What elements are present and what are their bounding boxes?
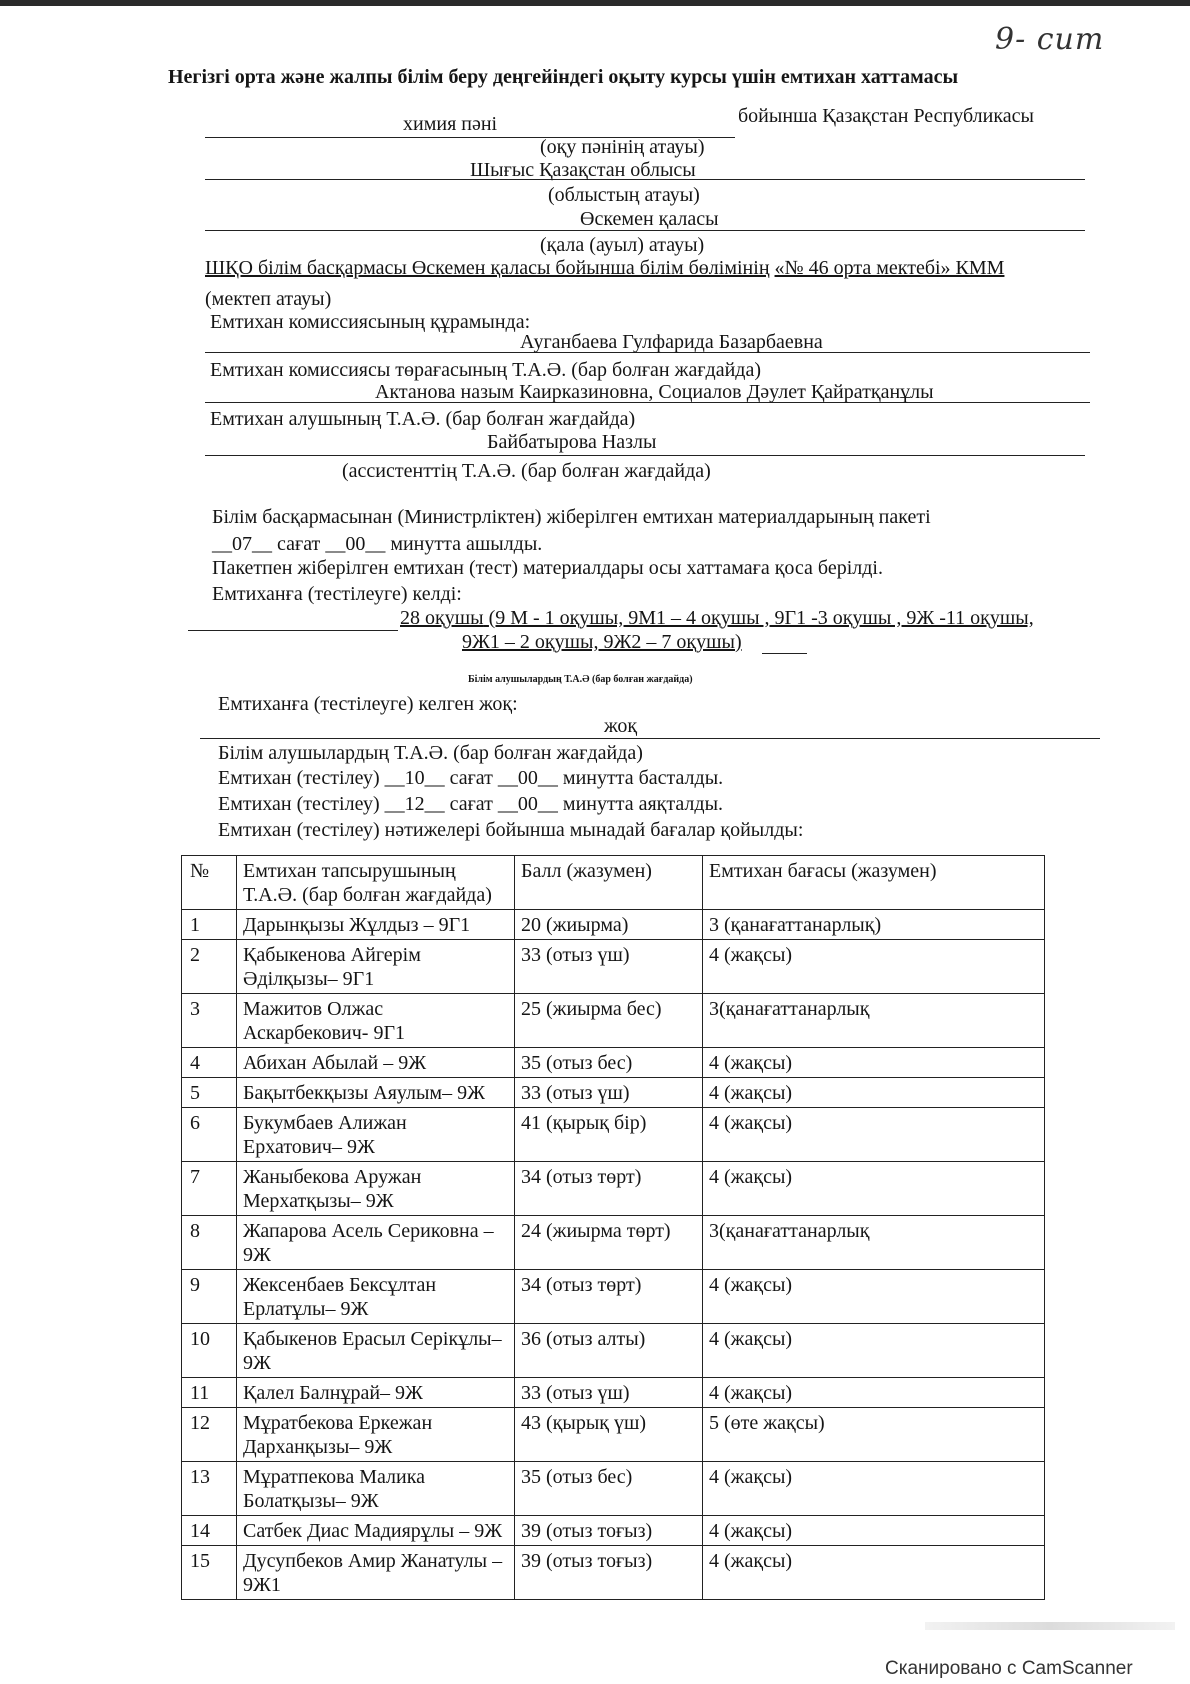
row-grade: 4 (жақсы)	[703, 1546, 1045, 1600]
row-number: 11	[182, 1378, 237, 1408]
absent-label: Емтиханға (тестілеуге) келген жоқ:	[218, 693, 518, 715]
row-student-name: Абихан Абылай – 9Ж	[237, 1048, 515, 1078]
attendance-label: Емтиханға (тестілеуге) келді:	[212, 583, 462, 605]
city-value: Өскемен қаласы	[580, 208, 719, 230]
row-student-name: Жапарова Асель Сериковна – 9Ж	[237, 1216, 515, 1270]
assistant-caption: (ассистенттің Т.А.Ә. (бар болған жағдайда)	[342, 460, 711, 482]
package-hour-word: сағат	[277, 533, 321, 555]
attendance-detail1: (9 М - 1 оқушы, 9М1 – 4 оқушы , 9Г1 -3 оқушы , 9Ж -11 оқушы,	[488, 607, 1034, 629]
row-number: 5	[182, 1078, 237, 1108]
table-row	[182, 1270, 1045, 1324]
table-row	[182, 1216, 1045, 1270]
absent-value: жоқ	[604, 715, 638, 737]
table-row	[182, 1516, 1045, 1546]
row-number: 12	[182, 1408, 237, 1462]
row-score: 24 (жиырма төрт)	[515, 1216, 703, 1270]
row-number: 7	[182, 1162, 237, 1216]
row-number: 6	[182, 1108, 237, 1162]
start-hour-word: сағат	[449, 767, 493, 789]
scan-top-border	[0, 0, 1190, 6]
results-table	[181, 855, 1045, 1600]
row-grade: 4 (жақсы)	[703, 1078, 1045, 1108]
row-score: 33 (отыз үш)	[515, 1078, 703, 1108]
start-suffix: минутта басталды.	[562, 767, 724, 789]
table-row	[182, 1378, 1045, 1408]
chair-name: Ауганбаева Гулфарида Базарбаевна	[520, 331, 823, 353]
attendance-caption: Білім алушылардың Т.А.Ә (бар болған жағдайда)	[468, 674, 693, 685]
header-grade: Емтихан бағасы (жазумен)	[703, 856, 1045, 910]
package-minute: 00	[345, 533, 366, 555]
row-grade: 4 (жақсы)	[703, 1108, 1045, 1162]
row-student-name: Букумбаев Алижан Ерхатович– 9Ж	[237, 1108, 515, 1162]
assistant-underline	[205, 455, 1085, 456]
table-row	[182, 1546, 1045, 1600]
row-score: 39 (отыз тоғыз)	[515, 1516, 703, 1546]
table-row	[182, 1408, 1045, 1462]
table-row	[182, 1162, 1045, 1216]
end-line: Емтихан (тестілеу) __12__ сағат __00__ минутта аяқталды.	[218, 793, 724, 815]
row-grade: 4 (жақсы)	[703, 1324, 1045, 1378]
row-grade: 4 (жақсы)	[703, 1270, 1045, 1324]
row-student-name: Мұратпекова Малика Болатқызы– 9Ж	[237, 1462, 515, 1516]
row-grade: 4 (жақсы)	[703, 1378, 1045, 1408]
header-name: Емтихан тапсырушының Т.А.Ә. (бар болған жағдайда)	[237, 856, 515, 910]
row-number: 4	[182, 1048, 237, 1078]
results-intro: Емтихан (тестілеу) нәтижелері бойынша мынадай бағалар қойылды:	[218, 819, 804, 841]
header-number: №	[182, 856, 237, 910]
row-score: 20 (жиырма)	[515, 910, 703, 940]
row-grade: 4 (жақсы)	[703, 940, 1045, 994]
row-student-name: Жексенбаев Бексұлтан Ерлатұлы– 9Ж	[237, 1270, 515, 1324]
attendance-detail2: 9Ж1 – 2 оқушы, 9Ж2 – 7 оқушы)	[462, 631, 742, 653]
table-row	[182, 1462, 1045, 1516]
absent-underline	[200, 738, 1100, 739]
row-student-name: Сатбек Диас Мадиярұлы – 9Ж	[237, 1516, 515, 1546]
subject-suffix: бойынша Қазақстан Республикасы	[738, 105, 1034, 127]
scanner-watermark: Сканировано с CamScanner	[885, 1658, 1133, 1679]
commission-label: Емтихан комиссиясының құрамында:	[210, 311, 531, 333]
examiners-caption: Емтихан алушының Т.А.Ә. (бар болған жағдайда)	[210, 408, 636, 430]
row-score: 33 (отыз үш)	[515, 1378, 703, 1408]
package-hour: 07	[232, 533, 252, 555]
row-score: 34 (отыз төрт)	[515, 1162, 703, 1216]
table-row	[182, 1048, 1045, 1078]
start-minute: 00	[517, 767, 538, 789]
row-score: 41 (қырық бір)	[515, 1108, 703, 1162]
table-row	[182, 910, 1045, 940]
row-student-name: Қалел Балнұрай– 9Ж	[237, 1378, 515, 1408]
document-title: Негізгі орта және жалпы білім беру деңгейіндегі оқыту курсы үшін емтихан хаттамасы	[168, 66, 959, 88]
attendance-underline-right	[762, 653, 807, 654]
scan-smudge	[925, 1622, 1175, 1630]
row-score: 34 (отыз төрт)	[515, 1270, 703, 1324]
row-number: 15	[182, 1546, 237, 1600]
school-prefix: ШҚО білім басқармасы Өскемен қаласы бойынша білім бөлімінің	[205, 257, 770, 279]
row-number: 2	[182, 940, 237, 994]
attendance-count: 28 оқушы	[400, 607, 484, 629]
row-student-name: Дусупбеков Амир Жанатулы – 9Ж1	[237, 1546, 515, 1600]
subject-value: химия пәні	[403, 113, 498, 135]
row-score: 25 (жиырма бес)	[515, 994, 703, 1048]
row-score: 39 (отыз тоғыз)	[515, 1546, 703, 1600]
end-prefix: Емтихан (тестілеу)	[218, 793, 380, 815]
row-grade: 3 (қанағаттанарлық)	[703, 910, 1045, 940]
end-hour: 12	[404, 793, 425, 815]
table-header-row	[182, 856, 1045, 910]
end-minute: 00	[517, 793, 538, 815]
package-text: Білім басқармасынан (Министрліктен) жіберілген емтихан материалдарының пакеті	[212, 506, 931, 528]
school-caption: (мектеп атауы)	[205, 288, 332, 310]
row-student-name: Мұратбекова Еркежан Дарханқызы– 9Ж	[237, 1408, 515, 1462]
row-score: 35 (отыз бес)	[515, 1048, 703, 1078]
assistant-name: Байбатырова Назлы	[487, 431, 657, 453]
region-value: Шығыс Қазақстан облысы	[470, 159, 696, 181]
row-score: 33 (отыз үш)	[515, 940, 703, 994]
school-line	[205, 256, 1004, 280]
row-student-name: Қабыкенов Ерасыл Серікұлы– 9Ж	[237, 1324, 515, 1378]
start-line: Емтихан (тестілеу) __10__ сағат __00__ минутта басталды.	[218, 767, 724, 789]
row-grade: 4 (жақсы)	[703, 1462, 1045, 1516]
end-hour-word: сағат	[449, 793, 493, 815]
table-row	[182, 940, 1045, 994]
examiners-names: Актанова назым Каирказиновна, Социалов Дәулет Қайратқанұлы	[375, 381, 934, 403]
package-time-line: __07__ сағат __00__ минутта ашылды.	[212, 533, 543, 555]
row-number: 10	[182, 1324, 237, 1378]
header-score: Балл (жазумен)	[515, 856, 703, 910]
row-score: 36 (отыз алты)	[515, 1324, 703, 1378]
start-prefix: Емтихан (тестілеу)	[218, 767, 380, 789]
row-number: 3	[182, 994, 237, 1048]
attendance-underline-left	[188, 630, 398, 631]
row-student-name: Бақытбекқызы Аяулым– 9Ж	[237, 1078, 515, 1108]
chair-caption: Емтихан комиссиясы төрағасының Т.А.Ә. (бар болған жағдайда)	[210, 359, 761, 381]
row-number: 14	[182, 1516, 237, 1546]
school-name: «№ 46 орта мектебі» КММ	[774, 257, 1005, 279]
row-score: 43 (қырық үш)	[515, 1408, 703, 1462]
table-row	[182, 1324, 1045, 1378]
row-number: 8	[182, 1216, 237, 1270]
row-grade: 3(қанағаттанарлық	[703, 994, 1045, 1048]
region-caption: (облыстың атауы)	[548, 184, 700, 206]
start-hour: 10	[404, 767, 425, 789]
row-score: 35 (отыз бес)	[515, 1462, 703, 1516]
subject-caption: (оқу пәнінің атауы)	[540, 136, 705, 158]
row-student-name: Мажитов Олжас Аскарбекович- 9Г1	[237, 994, 515, 1048]
absent-caption: Білім алушылардың Т.А.Ә. (бар болған жағдайда)	[218, 742, 643, 764]
row-student-name: Қабыкенова Айгерім Әділқызы– 9Г1	[237, 940, 515, 994]
row-grade: 4 (жақсы)	[703, 1516, 1045, 1546]
row-grade: 5 (өте жақсы)	[703, 1408, 1045, 1462]
table-row	[182, 1078, 1045, 1108]
end-suffix: минутта аяқталды.	[562, 793, 724, 815]
city-caption: (қала (ауыл) атауы)	[540, 234, 705, 256]
row-grade: 4 (жақсы)	[703, 1048, 1045, 1078]
table-row	[182, 1108, 1045, 1162]
row-number: 13	[182, 1462, 237, 1516]
row-number: 1	[182, 910, 237, 940]
table-row	[182, 994, 1045, 1048]
package-minute-word: минутта ашылды.	[390, 533, 543, 555]
attendance-line1	[400, 606, 1034, 630]
row-number: 9	[182, 1270, 237, 1324]
package-attached: Пакетпен жіберілген емтихан (тест) материалдары осы хаттамаға қоса берілді.	[212, 557, 883, 579]
row-grade: 4 (жақсы)	[703, 1162, 1045, 1216]
row-grade: 3(қанағаттанарлық	[703, 1216, 1045, 1270]
row-student-name: Дарынқызы Жұлдыз – 9Г1	[237, 910, 515, 940]
row-student-name: Жаныбекова Аружан Мерхатқызы– 9Ж	[237, 1162, 515, 1216]
handwritten-page-number: 9- сит	[995, 22, 1105, 57]
